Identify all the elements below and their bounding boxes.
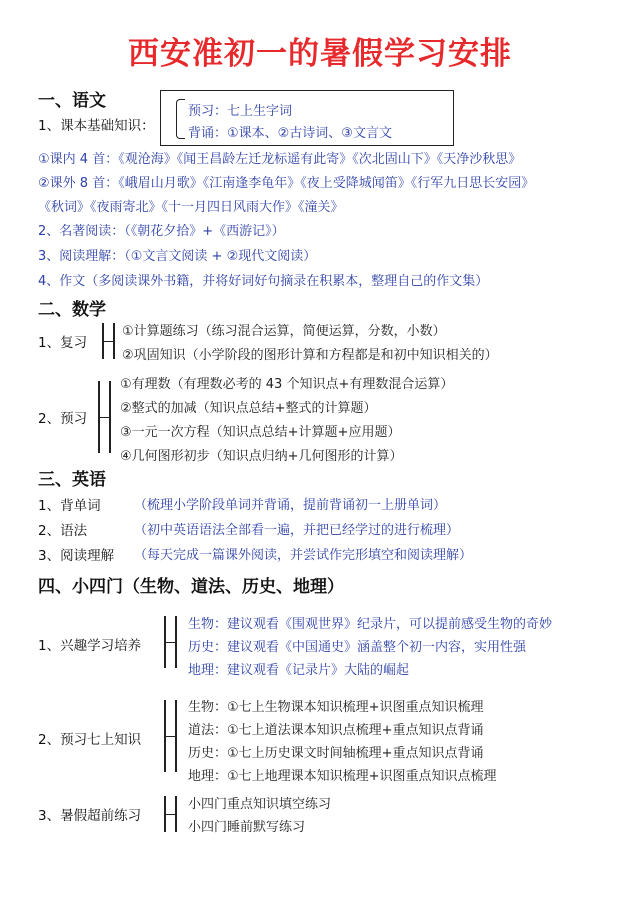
section-heading-chinese: 一、语文 [38,91,106,111]
brace [98,381,111,453]
math-review-label: 1、复习 [38,335,88,351]
page-title: 西安准初一的暑假学习安排 [128,36,512,72]
practice-item-2: 小四门睡前默写练习 [188,820,306,835]
english-row-2-label: 2、语法 [38,523,88,539]
practice-item-1: 小四门重点知识填空练习 [188,797,332,812]
english-row-2-detail: （初中英语语法全部看一遍，并把已经学过的进行梳理） [134,523,460,538]
brace [102,323,115,359]
outside-poems-2: 《秋词》《夜雨寄北》《十一月四日风雨大作》《潼关》 [38,200,344,215]
interest-item-2: 历史：建议观看《中国通史》涵盖整个初一内容，实用性强 [188,640,527,655]
section-heading-math: 二、数学 [38,300,106,320]
practice-label: 3、暑假超前练习 [38,808,142,824]
classics-reading: 2、名著阅读：（《朝花夕拾》+《西游记》） [38,224,285,239]
brace [164,700,177,772]
english-row-1-detail: （梳理小学阶段单词并背诵，提前背诵初一上册单词） [134,498,447,513]
math-review-item-2: ②巩固知识（小学阶段的图形计算和方程都是和初中知识相关的） [122,348,498,363]
minor-preview-item-2: 道法：①七上道法课本知识点梳理+重点知识点背诵 [188,723,484,738]
interest-label: 1、兴趣学习培养 [38,638,142,654]
section-heading-minor: 四、小四门（生物、道法、历史、地理） [38,577,344,597]
brace [164,616,177,668]
basic-knowledge-label: 1、课本基础知识： [38,118,155,134]
brace [164,796,177,832]
inside-poems: ①课内 4 首：《观沧海》《闻王昌龄左迁龙标遥有此寄》《次北固山下》《天净沙秋思》 [38,152,522,167]
english-row-3-detail: （每天完成一篇课外阅读，并尝试作完形填空和阅读理解） [134,548,473,563]
recite-items: 背诵：①课本、②古诗词、③文言文 [188,126,392,141]
math-preview-item-1: ①有理数（有理数必考的 43 个知识点+有理数混合运算） [120,377,454,392]
english-row-3-label: 3、阅读理解 [38,548,115,564]
minor-preview-item-4: 地理：①七上地理课本知识梳理+识图重点知识点梳理 [188,769,497,784]
english-row-1-label: 1、背单词 [38,498,101,514]
math-review-item-1: ①计算题练习（练习混合运算，简便运算，分数，小数） [122,324,446,339]
minor-preview-item-3: 历史：①七上历史课文时间轴梳理+重点知识点背诵 [188,746,484,761]
interest-item-3: 地理：建议观看《记录片》大陆的崛起 [188,663,410,678]
minor-preview-label: 2、预习七上知识 [38,732,142,748]
math-preview-item-4: ④几何图形初步（知识点归纳+几何图形的计算） [120,449,403,464]
reading-comprehension: 3、阅读理解：（①文言文阅读 + ②现代文阅读） [38,249,317,264]
math-preview-label: 2、预习 [38,411,88,427]
brace [176,99,185,139]
math-preview-item-3: ③一元一次方程（知识点总结+计算题+应用题） [120,425,401,440]
writing: 4、作文（多阅读课外书籍，并将好词好句摘录在积累本，整理自己的作文集） [38,274,489,289]
math-preview-item-2: ②整式的加减（知识点总结+整式的计算题） [120,401,377,416]
outside-poems-1: ②课外 8 首：《峨眉山月歌》《江南逢李龟年》《夜上受降城闻笛》《行军九日思长安园》 [38,176,535,191]
section-heading-english: 三、英语 [38,470,106,490]
interest-item-1: 生物：建议观看《围观世界》纪录片，可以提前感受生物的奇妙 [188,617,553,632]
minor-preview-item-1: 生物：①七上生物课本知识梳理+识图重点知识梳理 [188,700,484,715]
preview-vocab: 预习：七上生字词 [188,104,293,119]
